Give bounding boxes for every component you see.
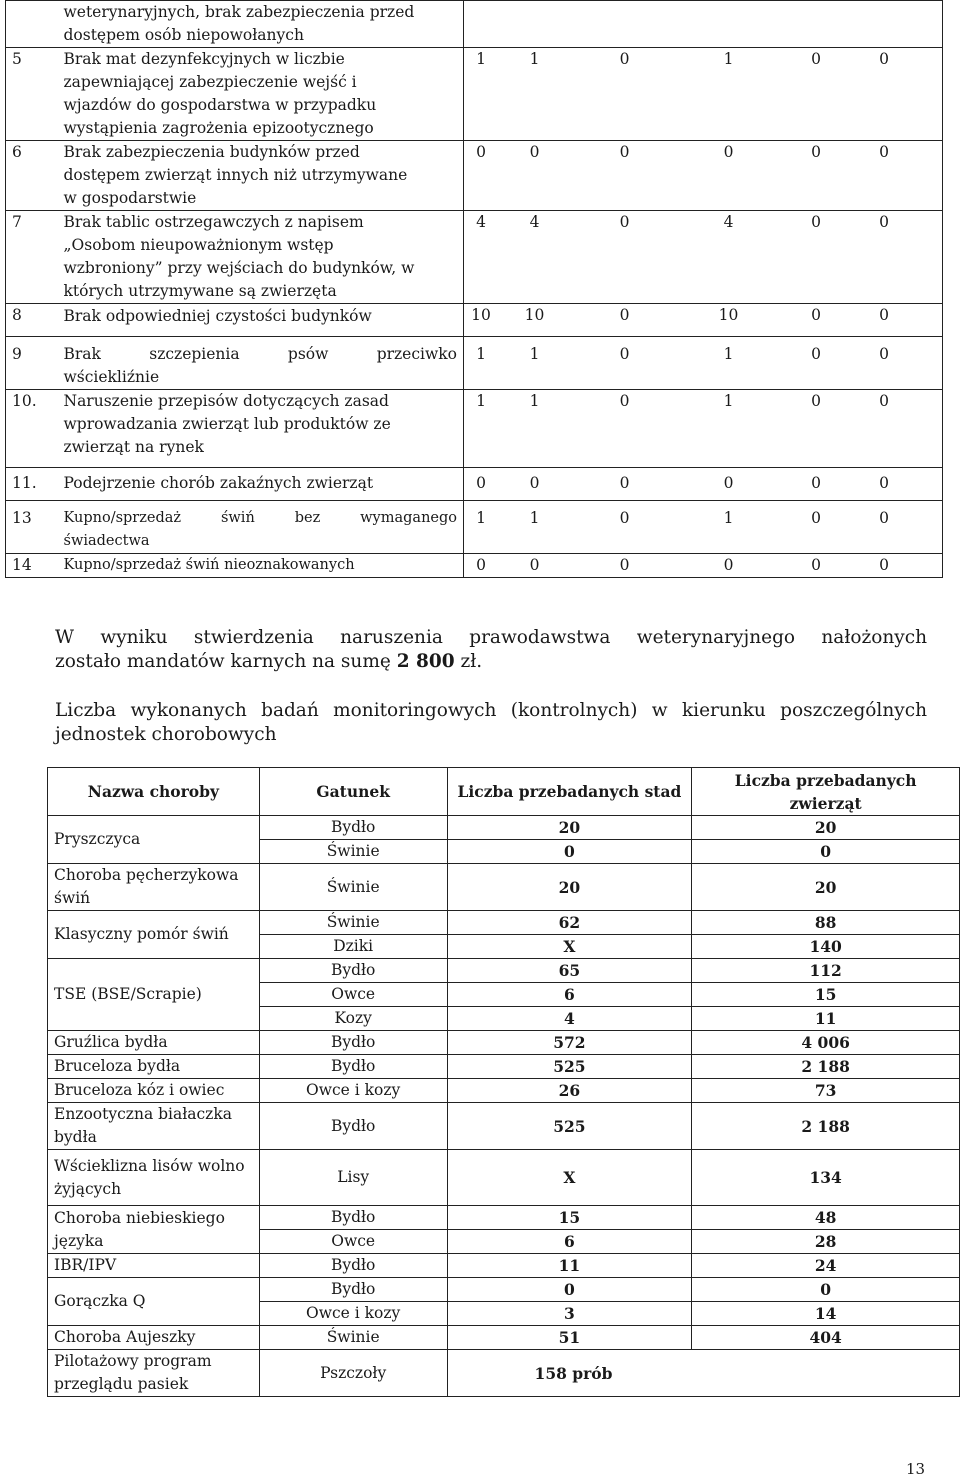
herds-cell: 20 (447, 864, 692, 911)
disease-name-line: IBR/IPV (54, 1256, 117, 1274)
violation-value: 4 (529, 213, 540, 231)
disease-row (48, 1278, 960, 1302)
disease-row (48, 1326, 960, 1350)
violations-table (5, 0, 943, 578)
disease-name-line: świń (54, 889, 91, 907)
disease-row (48, 1206, 960, 1230)
header-disease-name: Nazwa choroby (48, 768, 260, 816)
description-line: Brak mat dezynfekcyjnych w liczbie (63, 50, 345, 68)
violation-value: 1 (529, 345, 540, 363)
animals-cell: 15 (692, 983, 960, 1007)
herds-cell: X (447, 1150, 692, 1206)
violation-number: 8 (6, 304, 64, 337)
description-line: Kupno/sprzedaż świń bez wymaganego (63, 510, 457, 526)
violation-row (6, 141, 943, 211)
species-cell: Dziki (259, 935, 447, 959)
disease-name-line: Choroba pęcherzykowa (54, 866, 239, 884)
herds-cell: 3 (447, 1302, 692, 1326)
violation-value: 1 (529, 509, 540, 527)
herds-cell: 20 (447, 816, 692, 840)
herds-cell: 65 (447, 959, 692, 983)
violation-value: 0 (811, 143, 821, 161)
violation-row (6, 304, 943, 337)
species-cell: Bydło (259, 1103, 447, 1150)
monitoring-line-1: Liczba wykonanych badań monitoringowych (kontrolnych) w kierunku poszczególnych (55, 700, 927, 721)
herds-cell: 525 (447, 1103, 692, 1150)
description-line: Brak szczepienia psów przeciwko (63, 345, 457, 363)
disease-name-line: Pilotażowy program (54, 1352, 212, 1370)
disease-row (48, 1350, 960, 1397)
violation-number: 13 (6, 501, 64, 554)
violation-value: 0 (811, 345, 821, 363)
violation-value: 0 (723, 143, 734, 161)
violation-number: 14 (6, 554, 64, 578)
diseases-table (47, 767, 960, 1397)
disease-name-line: Choroba niebieskiego (54, 1208, 225, 1227)
diseases-header-row (48, 768, 960, 816)
violation-row (6, 501, 943, 554)
disease-name (48, 1278, 260, 1326)
violation-number: 9 (6, 337, 64, 390)
disease-name-line: przeglądu pasiek (54, 1375, 189, 1393)
violation-value: 4 (723, 213, 734, 231)
violation-number: 7 (6, 211, 64, 304)
animals-cell: 4 006 (692, 1031, 960, 1055)
monitoring-line-2: jednostek chorobowych (55, 724, 277, 745)
header-species: Gatunek (259, 768, 447, 816)
violation-number: 5 (6, 48, 64, 141)
violation-value: 0 (529, 556, 540, 574)
violation-value: 10 (524, 306, 545, 324)
disease-row (48, 1103, 960, 1150)
description-line: „Osobom nieupoważnionym wstęp (63, 236, 334, 254)
violation-value: 0 (723, 474, 734, 492)
herds-cell: 26 (447, 1079, 692, 1103)
description-line: zapewniającej zabezpieczenie wejść i (63, 73, 357, 91)
violation-value: 0 (619, 50, 630, 68)
herds-cell: 572 (447, 1031, 692, 1055)
disease-row (48, 1055, 960, 1079)
header-animals: Liczba przebadanych zwierząt (692, 768, 960, 816)
mandates-line-1: W wyniku stwierdzenia naruszenia prawodawstwa weterynaryjnego nałożonych (55, 627, 927, 648)
animals-cell: 48 (692, 1206, 960, 1230)
disease-row (48, 959, 960, 983)
species-cell: Owce i kozy (259, 1302, 447, 1326)
violation-value: 0 (476, 556, 486, 574)
violation-value: 1 (476, 50, 486, 68)
disease-name (48, 959, 260, 1031)
herds-cell: 62 (447, 911, 692, 935)
violation-values (464, 1, 943, 48)
disease-row (48, 1254, 960, 1278)
disease-name-line: Enzootyczna białaczka (54, 1105, 232, 1123)
violation-description (64, 468, 464, 501)
violation-value: 0 (619, 345, 630, 363)
herds-cell: 11 (447, 1254, 692, 1278)
species-cell: Świnie (259, 911, 447, 935)
description-line: dostępem osób niepowołanych (63, 26, 304, 44)
description-line: Brak zabezpieczenia budynków przed (63, 143, 360, 161)
disease-name (48, 1206, 260, 1254)
violation-description (64, 390, 464, 468)
violation-values (464, 554, 943, 578)
animals-cell: 0 (692, 840, 960, 864)
description-line: wjazdów do gospodarstwa w przypadku (63, 96, 377, 114)
violation-value: 0 (619, 213, 630, 231)
animals-cell: 24 (692, 1254, 960, 1278)
violation-value: 0 (619, 392, 630, 410)
violation-value: 0 (811, 392, 821, 410)
species-cell: Pszczoły (259, 1350, 447, 1397)
violation-value: 0 (476, 143, 486, 161)
disease-name-line: TSE (BSE/Scrapie) (54, 985, 202, 1003)
description-line: Podejrzenie chorób zakaźnych zwierząt (63, 474, 374, 492)
violation-row (6, 211, 943, 304)
disease-name (48, 1031, 260, 1055)
description-line: w gospodarstwie (63, 189, 197, 207)
disease-name-line: języka (54, 1231, 104, 1250)
violation-value: 0 (879, 213, 889, 231)
herds-cell: 0 (447, 840, 692, 864)
violation-number: 10. (6, 390, 64, 468)
herds-cell: 4 (447, 1007, 692, 1031)
description-line: Brak tablic ostrzegawczych z napisem (63, 213, 364, 231)
violation-description (64, 554, 464, 578)
violation-description (64, 141, 464, 211)
violation-row (6, 468, 943, 501)
species-cell: Bydło (259, 1254, 447, 1278)
violation-value: 0 (619, 556, 630, 574)
disease-name-line: Klasyczny pomór świń (54, 925, 229, 943)
description-line: weterynaryjnych, brak zabezpieczenia przed (63, 3, 415, 21)
animals-cell: 404 (692, 1326, 960, 1350)
violation-values (464, 337, 943, 390)
animals-cell: 28 (692, 1230, 960, 1254)
monitoring-paragraph (55, 699, 927, 747)
animals-cell: 88 (692, 911, 960, 935)
violation-row (6, 390, 943, 468)
species-cell: Bydło (259, 1031, 447, 1055)
description-line: wprowadzania zwierząt lub produktów ze (63, 415, 391, 433)
violation-value: 0 (811, 556, 821, 574)
herds-cell: 15 (447, 1206, 692, 1230)
animals-cell: 140 (692, 935, 960, 959)
violation-value: 1 (529, 392, 540, 410)
species-cell: Kozy (259, 1007, 447, 1031)
disease-name (48, 911, 260, 959)
violation-value: 0 (723, 556, 734, 574)
violation-value: 0 (811, 474, 821, 492)
violation-description (64, 337, 464, 390)
disease-row (48, 911, 960, 935)
animals-cell: 2 188 (692, 1103, 960, 1150)
violation-value: 10 (718, 306, 739, 324)
species-cell: Bydło (259, 1055, 447, 1079)
mandates-paragraph (55, 626, 927, 674)
violation-row (6, 48, 943, 141)
violation-description (64, 501, 464, 554)
species-cell: Lisy (259, 1150, 447, 1206)
violation-value: 0 (811, 213, 821, 231)
violation-value: 0 (619, 306, 630, 324)
disease-name-line: bydła (54, 1128, 97, 1146)
disease-name-line: Bruceloza bydła (54, 1057, 181, 1075)
disease-row (48, 816, 960, 840)
herds-cell: X (447, 935, 692, 959)
disease-name-line: Choroba Aujeszky (54, 1328, 196, 1346)
description-line: Naruszenie przepisów dotyczących zasad (63, 392, 389, 410)
violation-value: 0 (879, 392, 889, 410)
species-cell: Bydło (259, 1206, 447, 1230)
violation-value: 0 (879, 50, 889, 68)
description-line: wzbroniony” przy wejściach do budynków, w (63, 259, 415, 277)
header-herds: Liczba przebadanych stad (447, 768, 692, 816)
violation-value: 0 (811, 306, 821, 324)
disease-name (48, 1055, 260, 1079)
disease-row (48, 1031, 960, 1055)
violation-value: 0 (619, 509, 630, 527)
species-cell: Bydło (259, 1278, 447, 1302)
violation-value: 0 (879, 556, 889, 574)
disease-name-line: Gruźlica bydła (54, 1033, 168, 1051)
violation-value: 0 (811, 509, 821, 527)
violation-value: 1 (476, 345, 486, 363)
violation-value: 0 (879, 306, 889, 324)
animals-cell: 112 (692, 959, 960, 983)
animals-cell: 20 (692, 864, 960, 911)
disease-name (48, 1103, 260, 1150)
animals-cell: 0 (692, 1278, 960, 1302)
animals-cell: 20 (692, 816, 960, 840)
disease-name (48, 1326, 260, 1350)
violation-value: 1 (476, 392, 486, 410)
animals-cell: 2 188 (692, 1055, 960, 1079)
violation-row (6, 1, 943, 48)
violation-description (64, 1, 464, 48)
violation-value: 1 (723, 392, 734, 410)
violation-description (64, 304, 464, 337)
violation-number: 11. (6, 468, 64, 501)
disease-name (48, 864, 260, 911)
violation-value: 0 (619, 143, 630, 161)
disease-row (48, 1150, 960, 1206)
description-line: wystąpienia zagrożenia epizootycznego (63, 119, 374, 137)
violation-number (6, 1, 64, 48)
description-line: Kupno/sprzedaż świń nieoznakowanych (63, 557, 355, 573)
violation-values (464, 501, 943, 554)
description-line: świadectwa (63, 533, 150, 549)
page-number: 13 (906, 1460, 926, 1477)
violation-values (464, 304, 943, 337)
violation-value: 0 (476, 474, 486, 492)
herds-cell: 51 (447, 1326, 692, 1350)
herds-cell: 6 (447, 1230, 692, 1254)
violation-value: 0 (529, 143, 540, 161)
species-cell: Świnie (259, 1326, 447, 1350)
species-cell: Bydło (259, 816, 447, 840)
disease-name-line: Wścieklizna lisów wolno (54, 1156, 245, 1175)
description-line: wściekliźnie (63, 368, 160, 386)
violation-values (464, 141, 943, 211)
violation-value: 1 (723, 345, 734, 363)
disease-name-line: Gorączka Q (54, 1292, 146, 1310)
violation-description (64, 48, 464, 141)
description-line: Brak odpowiedniej czystości budynków (63, 307, 372, 325)
violation-value: 0 (879, 143, 889, 161)
violation-values (464, 211, 943, 304)
violation-description (64, 211, 464, 304)
disease-name-line: żyjących (54, 1179, 122, 1198)
violation-value: 10 (471, 306, 491, 324)
disease-name-line: Pryszczyca (54, 830, 141, 848)
disease-name (48, 1150, 260, 1206)
disease-row (48, 1079, 960, 1103)
violation-value: 0 (879, 474, 889, 492)
violation-value: 4 (476, 213, 486, 231)
description-line: których utrzymywane są zwierzęta (63, 282, 337, 300)
violation-value: 0 (879, 509, 889, 527)
species-cell: Owce i kozy (259, 1079, 447, 1103)
animals-cell: 134 (692, 1150, 960, 1206)
disease-name (48, 1254, 260, 1278)
animals-cell: 11 (692, 1007, 960, 1031)
violation-number: 6 (6, 141, 64, 211)
violation-value: 1 (723, 50, 734, 68)
animals-cell: 14 (692, 1302, 960, 1326)
violation-row (6, 337, 943, 390)
species-cell: Owce (259, 1230, 447, 1254)
violation-value: 0 (879, 345, 889, 363)
disease-name (48, 1350, 260, 1397)
violation-value: 1 (476, 509, 486, 527)
species-cell: Świnie (259, 840, 447, 864)
disease-name (48, 816, 260, 864)
violation-value: 1 (723, 509, 734, 527)
violation-values (464, 390, 943, 468)
violation-value: 0 (811, 50, 821, 68)
herds-cell: 0 (447, 1278, 692, 1302)
description-line: dostępem zwierząt innych niż utrzymywane (63, 166, 408, 184)
violation-values (464, 468, 943, 501)
violation-row (6, 554, 943, 578)
disease-row (48, 864, 960, 911)
violation-value: 0 (619, 474, 630, 492)
disease-name (48, 1079, 260, 1103)
species-cell: Bydło (259, 959, 447, 983)
mandates-line-2: zostało mandatów karnych na sumę 2 800 zł. (55, 651, 483, 672)
herds-cell: 6 (447, 983, 692, 1007)
species-cell: Świnie (259, 864, 447, 911)
animals-cell: 73 (692, 1079, 960, 1103)
violation-values (464, 48, 943, 141)
disease-name-line: Bruceloza kóz i owiec (54, 1081, 225, 1099)
species-cell: Owce (259, 983, 447, 1007)
samples-cell: 158 prób (447, 1350, 959, 1397)
mandate-amount: 2 800 (396, 651, 455, 672)
description-line: zwierząt na rynek (63, 438, 204, 456)
herds-cell: 525 (447, 1055, 692, 1079)
violation-value: 1 (529, 50, 540, 68)
violation-value: 0 (529, 474, 540, 492)
